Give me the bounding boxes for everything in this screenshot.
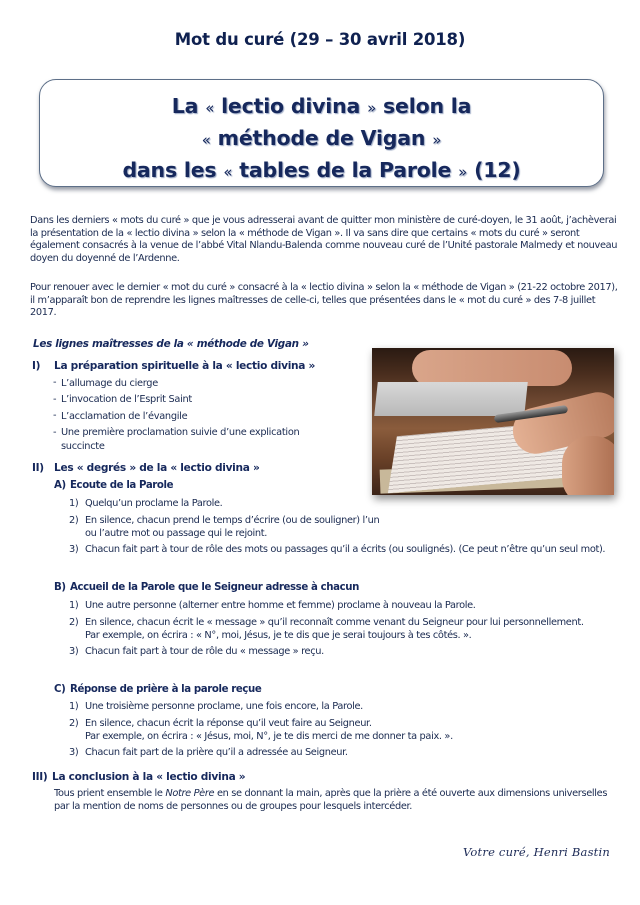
list-item: - L’allumage du cierge <box>53 377 158 389</box>
notre-pere-italic: Notre Père <box>165 788 215 799</box>
list-item: 1) Une troisième personne proclame, une fois encore, la Parole. <box>69 701 363 712</box>
section-3-heading: III) La conclusion à la « lectio divina » <box>32 771 246 783</box>
intro-paragraph-2: Pour renouer avec le dernier « mot du curé » consacré à la « lectio divina » selon la « méthode de Vigan » (21-22 octobre 2017), il m’apparaît bon de reprendre les lignes maîtresses de celle-ci, telles que présentées dans le « mot du curé » des 7-8 juillet 2017. <box>30 282 618 319</box>
title-line-3: dans les « tables de la Parole » (12) <box>122 158 521 182</box>
subsection-a-steps <box>69 498 614 561</box>
photo-book-background <box>374 382 528 416</box>
list-item: - Une première proclamation suivie d’une explication succincte <box>53 426 300 452</box>
intro-paragraph-1: Dans les derniers « mots du curé » que je vous adresserai avant de quitter mon ministère de curé-doyen, le 31 août, j’achèverai la présentation de la « lectio divina » selon la « méthode de Vigan ». Il va sans dire que certains « mots du curé » seront également consacrés à la venue de l’abbé Vital Nlandu-Balenda comme nouveau curé de l’Unité pastorale Malmedy et nouveau doyen du doyenné de l’Ardenne. <box>30 215 618 264</box>
subsection-c-heading: C) Réponse de prière à la parole reçue <box>54 684 262 695</box>
section-2-heading: II) Les « degrés » de la « lectio divina » <box>32 462 260 474</box>
title-line-1: La « lectio divina » selon la <box>171 94 472 118</box>
photo-right-hand <box>562 436 614 495</box>
conclusion-text: Tous prient ensemble le Notre Père en se donnant la main, après que la prière a été ouverte aux dimensions universelles par la mention de noms de personnes ou de groupes pour lesquels intercéder. <box>54 788 608 812</box>
list-item: 1) Une autre personne (alterner entre homme et femme) proclame à nouveau la Parole. <box>69 600 476 611</box>
section-1-heading: I) La préparation spirituelle à la « lectio divina » <box>32 360 316 372</box>
title-line-2: « méthode de Vigan » <box>201 126 442 150</box>
example-text: Par exemple, on écrira : « N°, moi, Jésus, je te dis que je serai toujours à tes côtés. ». <box>85 629 472 641</box>
list-item: 2) En silence, chacun écrit le « message » qu’il reconnaît comme venant du Seigneur pour lui personnellement. Par exemple, on écrira : « N°, moi, Jésus, je te dis que je serai toujours à tes côtés. ». <box>69 617 614 643</box>
document-header-title: Mot du curé (29 – 30 avril 2018) <box>174 30 466 49</box>
photo-hand-background <box>412 350 572 386</box>
hands-reading-bible-photo <box>372 348 614 495</box>
section-1-list <box>53 375 353 455</box>
list-item: 2) En silence, chacun écrit la réponse qu’il veut faire au Seigneur. Par exemple, on écrira : « Jésus, moi, N°, je te dis merci de me donner ta paix. ». <box>69 718 614 744</box>
subsection-c-steps <box>69 701 614 764</box>
list-item: 3) Chacun fait part à tour de rôle des mots ou passages qu’il a écrits (ou soulignés). (Ce peut n’être qu’un seul mot). <box>69 544 606 556</box>
subsection-b-steps <box>69 600 614 663</box>
list-item: - L’invocation de l’Esprit Saint <box>53 393 192 406</box>
title-box <box>39 79 604 187</box>
list-item: 2) En silence, chacun prend le temps d’écrire (ou de souligner) l’un ou l’autre mot ou passage qui le rejoint. <box>69 514 380 539</box>
outline-heading: Les lignes maîtresses de la « méthode de Vigan » <box>33 338 309 350</box>
list-item: 3) Chacun fait part à tour de rôle du « message » reçu. <box>69 646 324 658</box>
subsection-a-heading: A) Ecoute de la Parole <box>54 480 174 491</box>
example-text: Par exemple, on écrira : « Jésus, moi, N°, je te dis merci de me donner ta paix. ». <box>85 730 453 742</box>
signature: Votre curé, Henri Bastin <box>462 845 610 859</box>
list-item: - L’acclamation de l’évangile <box>53 410 188 422</box>
list-item: 1) Quelqu’un proclame la Parole. <box>69 498 223 509</box>
list-item: 3) Chacun fait part de la prière qu’il a adressée au Seigneur. <box>69 747 348 759</box>
subsection-b-heading: B) Accueil de la Parole que le Seigneur adresse à chacun <box>54 582 359 593</box>
